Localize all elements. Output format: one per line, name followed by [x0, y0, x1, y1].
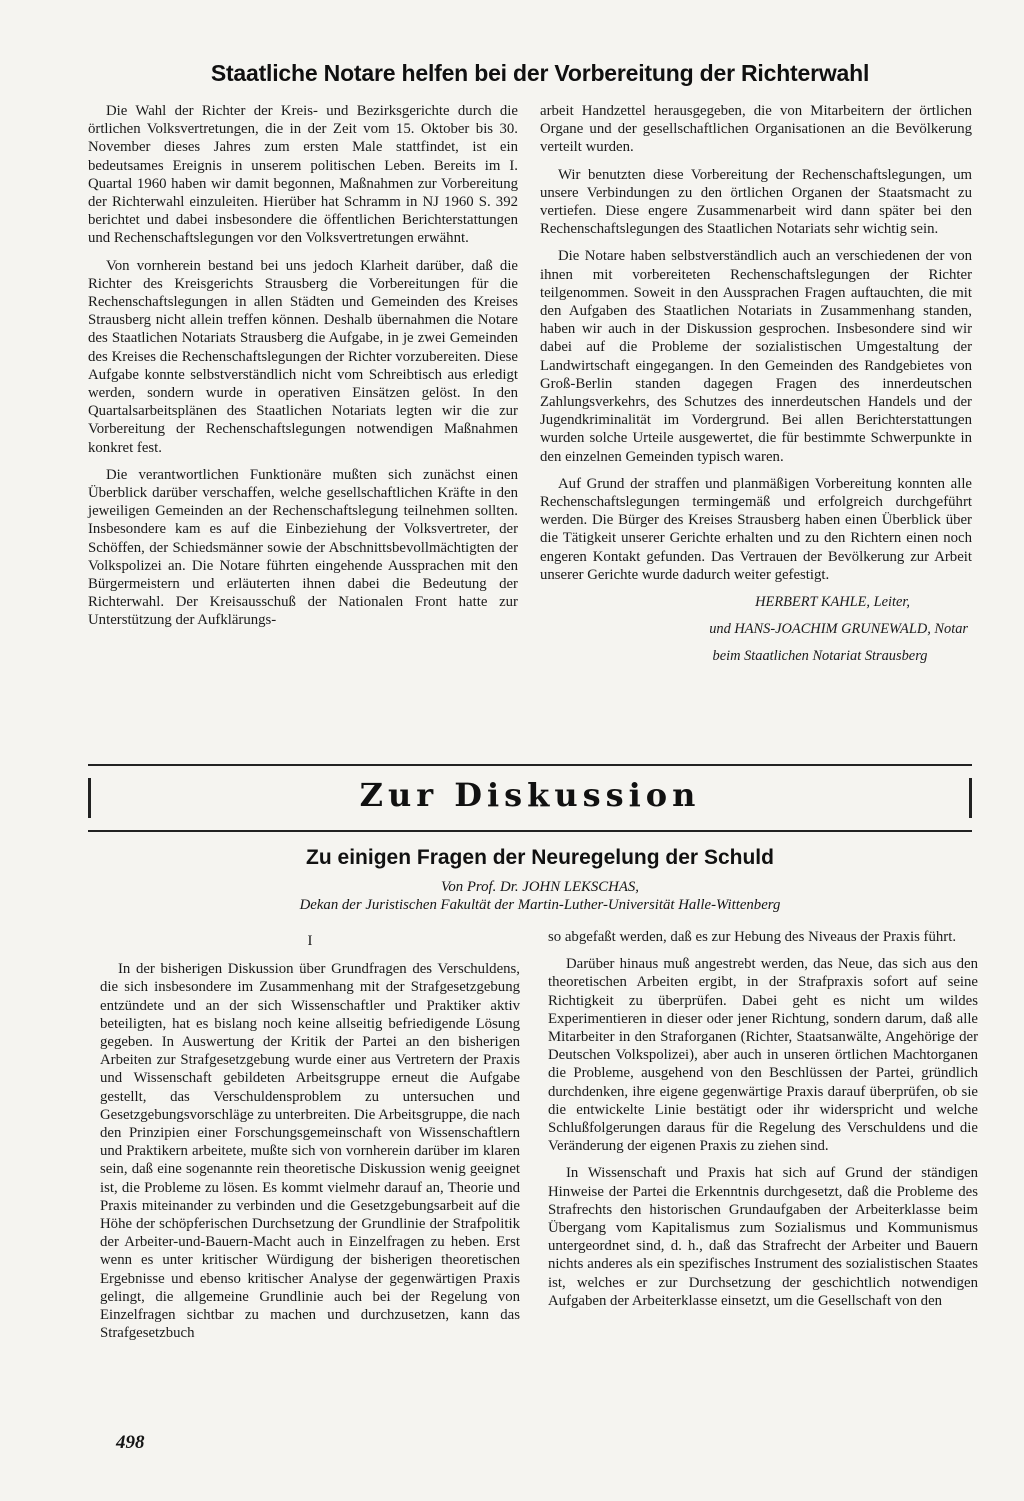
author-name: Von Prof. Dr. JOHN LEKSCHAS,	[441, 879, 639, 895]
paragraph: Auf Grund der straffen und planmäßigen Vorbereitung konnten alle Rechenschaftslegungen termingemäß und erfolgreich durchgeführt werden. Die Bürger des Kreises Strausberg haben einen Überblick über die Tätigkeit unserer Gerichte erhalten und zu den Richtern einen noch engeren Kontakt gefunden. Das Vertrauen der Bevölkerung zur Arbeit unserer Gerichte wurde dadurch weiter gefestigt.	[540, 475, 972, 583]
page-number: 498	[116, 1432, 145, 1453]
signature-line: beim Staatlichen Notariat Strausberg	[712, 648, 928, 665]
signature-line: und HANS-JOACHIM GRUNEWALD, Notar	[709, 621, 968, 638]
article-title: Zu einigen Fragen der Neuregelung der Schuld	[306, 846, 774, 869]
paragraph: Die Notare haben selbstverständlich auch an verschiedenen der von ihnen mit vorbereiteten Rechenschaftslegungen der Richter teilgenommen. Soweit in den Aussprachen Fragen auftauchten, die mit den Aufgaben des Staatlichen Notariats in Zusammenhang standen, haben wir auch in der Diskussion gesprochen. Insbesondere sind wir dabei auf die Probleme der sozialistischen Umgestaltung der Landwirtschaft eingegangen. In den Gemeinden des Randgebietes von Groß-Berlin standen dagegen Fragen des innerdeutschen Zahlungsverkehrs, des Schutzes des innerdeutschen Handels und der Jugendkriminalität im Vordergrund. Bei allen Berichterstattungen wurden solche Urteile ausgewertet, die für bestimmte Schwerpunkte in den einzelnen Gemeinden typisch waren.	[540, 248, 972, 465]
author-affiliation: Dekan der Juristischen Fakultät der Martin-Luther-Universität Halle-Wittenberg	[299, 897, 781, 913]
article1-left-column	[88, 102, 518, 639]
paragraph: Die verantwortlichen Funktionäre mußten sich zunächst einen Überblick darüber verschaffen, welche gesellschaftlichen Kräfte in den jeweiligen Gemeinden an der Rechenschaftslegung teilnehmen sollten. Insbesondere kam es auf die Einbeziehung der Volksvertreter, der Schöffen, der Schiedsmänner sowie der Abschnittsbevollmächtigten der Volkspolizei an. Die Notare führten eingehende Aussprachen mit den Bürgermeistern und erläuterten ihnen dabei die Bedeutung der Richterwahl. Der Kreisausschuß der Nationalen Front hatte zur Unterstützung der Aufklärungs-	[88, 466, 518, 629]
signature-line: HERBERT KAHLE, Leiter,	[755, 594, 910, 611]
paragraph-continuation: so abgefaßt werden, daß es zur Hebung des Niveaus der Praxis führt.	[548, 929, 957, 945]
section-heading: Zur Diskussion	[359, 776, 701, 814]
section-numeral: I	[307, 933, 313, 949]
paragraph: In der bisherigen Diskussion über Grundfragen des Verschuldens, die sich insbesondere im Zusammenhang mit der Strafgesetzgebung entzündete und an der sich Wissenschaftler und Praktiker aktiv beteiligten, hat es bislang noch keine allseitig befriedigende Lösung gegeben. In Auswertung der Kritik der Partei an den bisherigen Arbeiten zur Strafgesetzgebung wurde einer aus Vertretern der Praxis und Wissenschaft gebildeten Arbeitsgruppe erneut die Aufgabe gestellt, das Verschuldensproblem zu untersuchen und Gesetzgebungsvorschläge zu unterbreiten. Die Arbeitsgruppe, die nach den Prinzipien einer Forschungsgemeinschaft von Wissenschaftlern und Praktikern arbeitete, mußte sich von vornherein darüber im klaren sein, daß eine sogenannte rein theoretische Diskussion wenig geeignet ist, die Probleme zu lösen. Es kommt vielmehr darauf an, Theorie und Praxis miteinander zu verbinden und die Gesetzgebungsarbeit auf die Höhe der schöpferischen Durchsetzung der Grundlinie der Strafpolitik der Arbeiter-und-Bauern-Macht auch in Einzelfragen zu heben. Erst wenn es unter kritischer Würdigung der bisherigen theoretischen Ergebnisse und ebenso kritischer Analyse der gegenwärtigen Praxis gelingt, die allgemeine Grundlinie auch bei der Regelung von Einzelfragen sichtbar zu machen und durchzusetzen, kann das Strafgesetzbuch	[100, 961, 520, 1342]
section-banner	[88, 764, 972, 832]
paragraph: Darüber hinaus muß angestrebt werden, das Neue, das sich aus den theoretischen Arbeiten ergibt, in der Strafpraxis sofort auf seine Richtigkeit zu überprüfen. Dabei geht es nicht um wildes Experimentieren in dieser oder jener Richtung, sondern darum, daß alle Mitarbeiter in den Straforganen (Richter, Staatsanwälte, Angehörige der Deutschen Volkspolizei), aber auch in unseren örtlichen Machtorganen die Probleme, ausgehend von den Beschlüssen der Partei, gründlich durchdenken, ihre eigene gegenwärtige Praxis darauf überprüfen, ob sie die entwickelte Linie bestätigt oder ihr widerspricht und welche Schlußfolgerungen daraus für die Regelung des Verschuldens und die Veränderung der eigenen Praxis zu ziehen sind.	[548, 956, 978, 1155]
article1-right-column	[540, 102, 972, 675]
paragraph-continuation: arbeit Handzettel herausgegeben, die von Mitarbeitern der örtlichen Organe und der gesellschaftlichen Organisationen an die Bevölkerung verteilt wurden.	[540, 103, 972, 156]
author-block	[130, 878, 950, 914]
paragraph: Die Wahl der Richter der Kreis- und Bezirksgerichte durch die örtlichen Volksvertretungen, die in der Zeit vom 15. Oktober bis 30. November dieses Jahres zum ersten Male stattfindet, ist ein bedeutsames Ereignis in unserem politischen Leben. Bereits im I. Quartal 1960 haben wir damit begonnen, Maßnahmen zur Vorbereitung der Richterwahl einzuleiten. Hierüber hat Schramm in NJ 1960 S. 392 berichtet und dabei insbesondere die öffentlichen Berichterstattungen und Rechenschaftslegungen vor den Volksvertretungen erwähnt.	[88, 103, 518, 247]
paragraph: In Wissenschaft und Praxis hat sich auf Grund der ständigen Hinweise der Partei die Erkenntnis durchgesetzt, daß die Probleme des Strafrechts den historischen Grundaufgaben der Arbeiterklasse beim Übergang vom Kapitalismus zum Sozialismus und Kommunismus untergeordnet sind, d. h., daß das Strafrecht der Arbeiter und Bauern nichts anderes als ein spezifisches Instrument des sozialistischen Staates ist, welches er zur Durchsetzung der geschichtlich notwendigen Aufgaben der Arbeiterklasse einsetzt, um die Gesellschaft von den	[548, 1165, 978, 1309]
article2-left-column	[100, 928, 520, 1351]
article2-right-column	[548, 928, 978, 1319]
paragraph: Wir benutzten diese Vorbereitung der Rechenschaftslegungen, um unsere Verbindungen zu den örtlichen Organen der Staatsmacht zu vertiefen. Diese engere Zusammenarbeit wird dann später bei den Rechenschaftslegungen des Staatlichen Notariats sehr wichtig sein.	[540, 166, 972, 238]
article-title: Staatliche Notare helfen bei der Vorbereitung der Richterwahl	[210, 60, 870, 86]
paragraph: Von vornherein bestand bei uns jedoch Klarheit darüber, daß die Richter des Kreisgerichts Strausberg die Vorbereitungen für die Rechenschaftslegungen in allen Städten und Gemeinden des Kreises Strausberg nicht allein treffen können. Deshalb übernahmen die Notare des Staatlichen Notariats Strausberg die Aufgabe, in je zwei Gemeinden des Kreises die Rechenschaftslegungen der Richter vorzubereiten. Diese Aufgabe konnte selbstverständlich nicht vom Schreibtisch aus erledigt werden, sondern wurde in operativen Einsätzen gelöst. In den Quartalsarbeitsplänen des Staatlichen Notariats legten wir die zur Vorbereitung der Rechenschaftslegungen notwendigen Maßnahmen konkret fest.	[88, 257, 518, 456]
